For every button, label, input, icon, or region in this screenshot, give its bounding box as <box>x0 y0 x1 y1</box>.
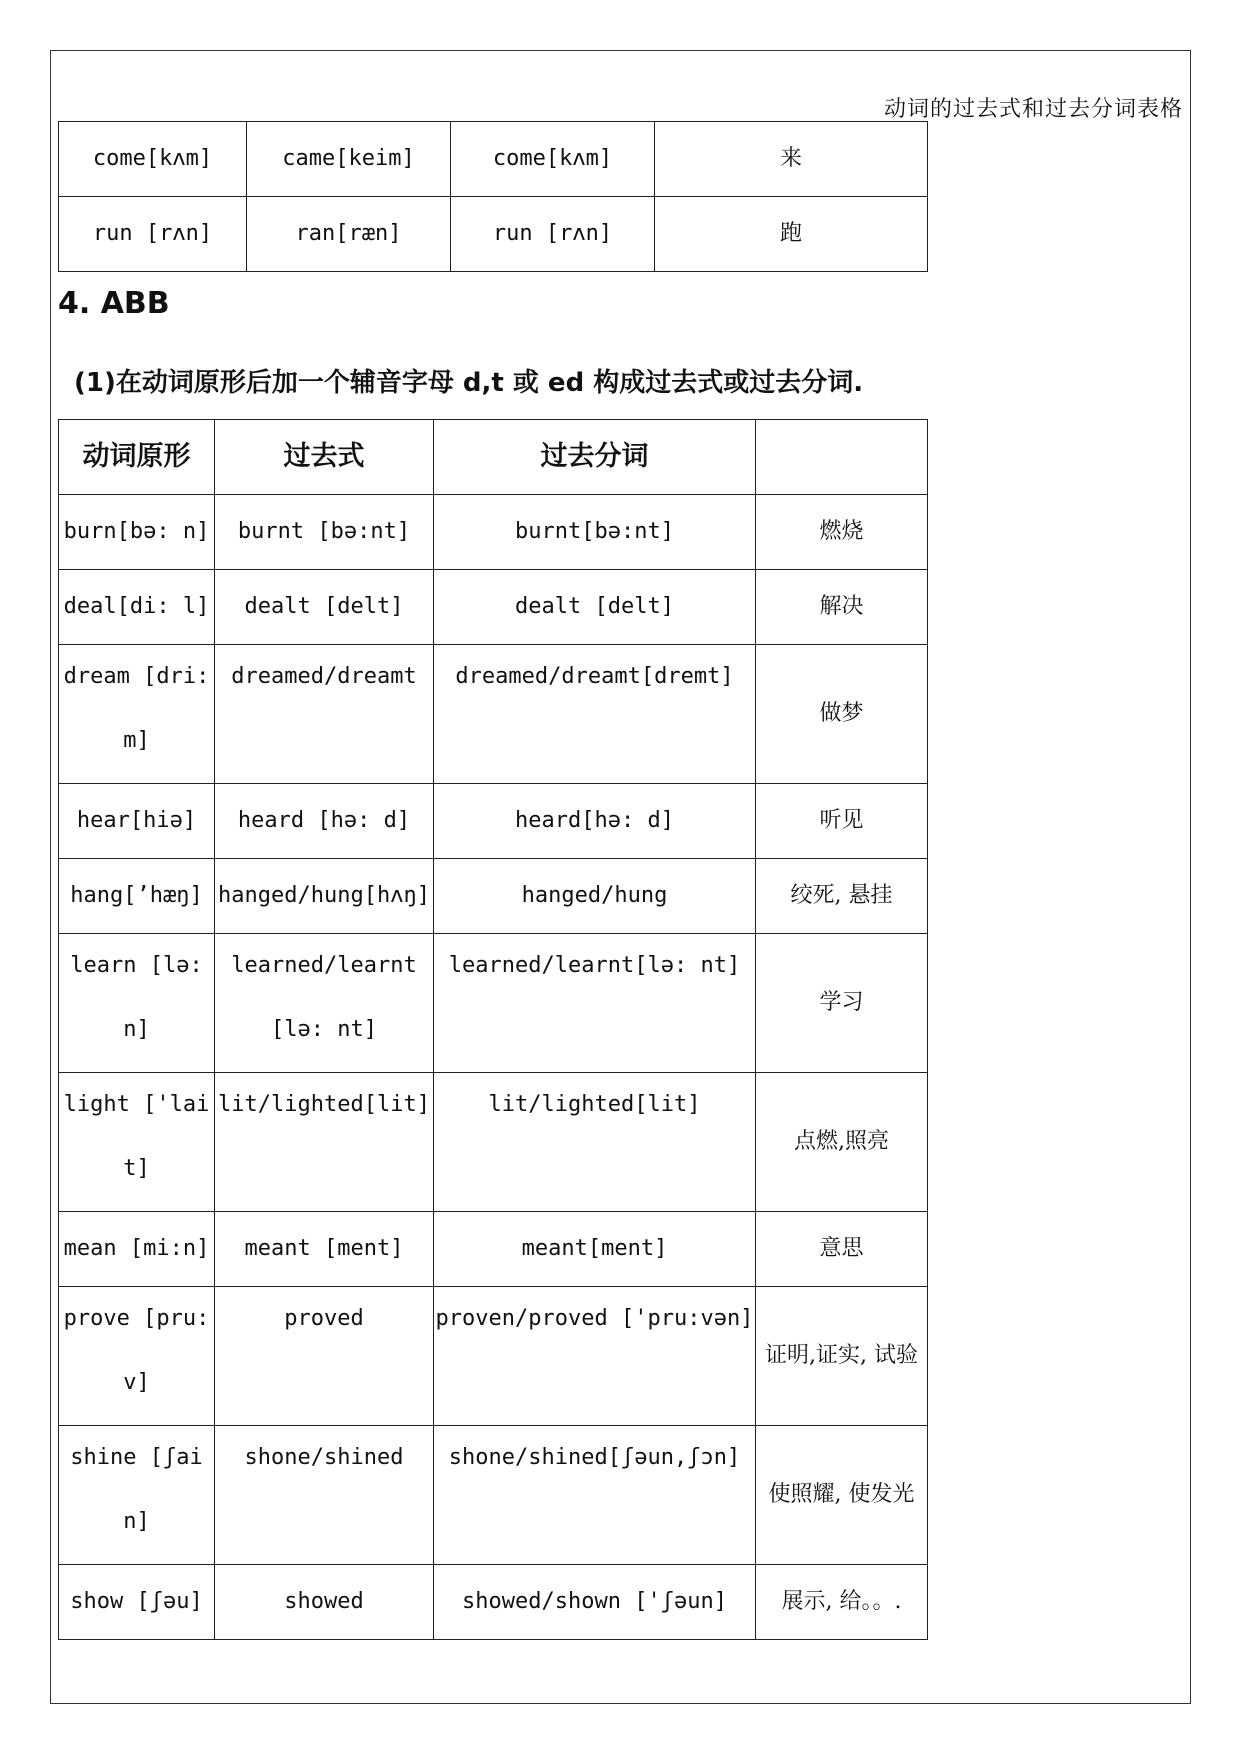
table-row <box>59 1287 928 1426</box>
base-form-cell: dream [dri: m] <box>59 645 215 784</box>
meaning-cell: 听见 <box>756 784 928 859</box>
meaning-cell: 证明,证实, 试验 <box>756 1287 928 1426</box>
past-participle-cell: come[kʌm] <box>451 122 655 197</box>
base-form-cell: deal[di: l] <box>59 570 215 645</box>
base-form-cell: learn [lə: n] <box>59 934 215 1073</box>
table-row <box>59 122 928 197</box>
past-participle-cell: proven/proved ['pru:vən] <box>434 1287 756 1426</box>
base-form-cell: show [ʃəu] <box>59 1565 215 1640</box>
table-row <box>59 1565 928 1640</box>
past-tense-cell: hanged/hung[hʌŋ] <box>215 859 434 934</box>
table-row <box>59 1426 928 1565</box>
table-row <box>59 1073 928 1212</box>
meaning-cell: 做梦 <box>756 645 928 784</box>
past-tense-cell: lit/lighted[lit] <box>215 1073 434 1212</box>
past-participle-cell: dealt [delt] <box>434 570 756 645</box>
base-form-cell: mean [mi:n] <box>59 1212 215 1287</box>
meaning-cell: 解决 <box>756 570 928 645</box>
continued-verb-table <box>58 121 928 272</box>
base-form-cell: light ['lait] <box>59 1073 215 1212</box>
past-tense-cell: showed <box>215 1565 434 1640</box>
table-row <box>59 495 928 570</box>
meaning-cell: 燃烧 <box>756 495 928 570</box>
section-heading: 4. ABB <box>58 286 170 321</box>
past-tense-cell: heard [hə: d] <box>215 784 434 859</box>
past-tense-cell: dreamed/dreamt <box>215 645 434 784</box>
past-participle-cell: lit/lighted[lit] <box>434 1073 756 1212</box>
base-form-cell: hang[’hæŋ] <box>59 859 215 934</box>
meaning-cell: 展示, 给。。. <box>756 1565 928 1640</box>
base-form-cell: burn[bə: n] <box>59 495 215 570</box>
table-row <box>59 645 928 784</box>
verb-forms-table <box>58 419 928 1640</box>
running-header: 动词的过去式和过去分词表格 <box>883 97 1183 122</box>
past-tense-cell: ran[ræn] <box>247 197 451 272</box>
base-form-cell: shine [ʃain] <box>59 1426 215 1565</box>
table-row <box>59 570 928 645</box>
past-tense-cell: proved <box>215 1287 434 1426</box>
table-row <box>59 197 928 272</box>
past-participle-cell: showed/shown ['ʃəun] <box>434 1565 756 1640</box>
past-participle-cell: shone/shined[ʃəun,ʃɔn] <box>434 1426 756 1565</box>
past-participle-cell: run [rʌn] <box>451 197 655 272</box>
column-header-past-participle: 过去分词 <box>434 420 756 495</box>
rule-description: (1)在动词原形后加一个辅音字母 d,t 或 ed 构成过去式或过去分词. <box>74 368 864 398</box>
meaning-cell: 学习 <box>756 934 928 1073</box>
past-participle-cell: learned/learnt[lə: nt] <box>434 934 756 1073</box>
past-participle-cell: hanged/hung <box>434 859 756 934</box>
table-row <box>59 934 928 1073</box>
past-participle-cell: heard[hə: d] <box>434 784 756 859</box>
table-header-row <box>59 420 928 495</box>
past-tense-cell: dealt [delt] <box>215 570 434 645</box>
base-form-cell: come[kʌm] <box>59 122 247 197</box>
meaning-cell: 来 <box>655 122 928 197</box>
past-tense-cell: shone/shined <box>215 1426 434 1565</box>
meaning-cell: 意思 <box>756 1212 928 1287</box>
past-participle-cell: dreamed/dreamt[dremt] <box>434 645 756 784</box>
meaning-cell: 跑 <box>655 197 928 272</box>
base-form-cell: hear[hiə] <box>59 784 215 859</box>
column-header-past-tense: 过去式 <box>215 420 434 495</box>
column-header-meaning <box>756 420 928 495</box>
table-row <box>59 784 928 859</box>
column-header-base-form: 动词原形 <box>59 420 215 495</box>
table-row <box>59 859 928 934</box>
past-tense-cell: came[keim] <box>247 122 451 197</box>
meaning-cell: 使照耀, 使发光 <box>756 1426 928 1565</box>
past-tense-cell: burnt [bə:nt] <box>215 495 434 570</box>
past-tense-cell: learned/learnt [lə: nt] <box>215 934 434 1073</box>
table-row <box>59 1212 928 1287</box>
past-tense-cell: meant [ment] <box>215 1212 434 1287</box>
meaning-cell: 绞死, 悬挂 <box>756 859 928 934</box>
base-form-cell: prove [pru:v] <box>59 1287 215 1426</box>
meaning-cell: 点燃,照亮 <box>756 1073 928 1212</box>
base-form-cell: run [rʌn] <box>59 197 247 272</box>
past-participle-cell: meant[ment] <box>434 1212 756 1287</box>
past-participle-cell: burnt[bə:nt] <box>434 495 756 570</box>
